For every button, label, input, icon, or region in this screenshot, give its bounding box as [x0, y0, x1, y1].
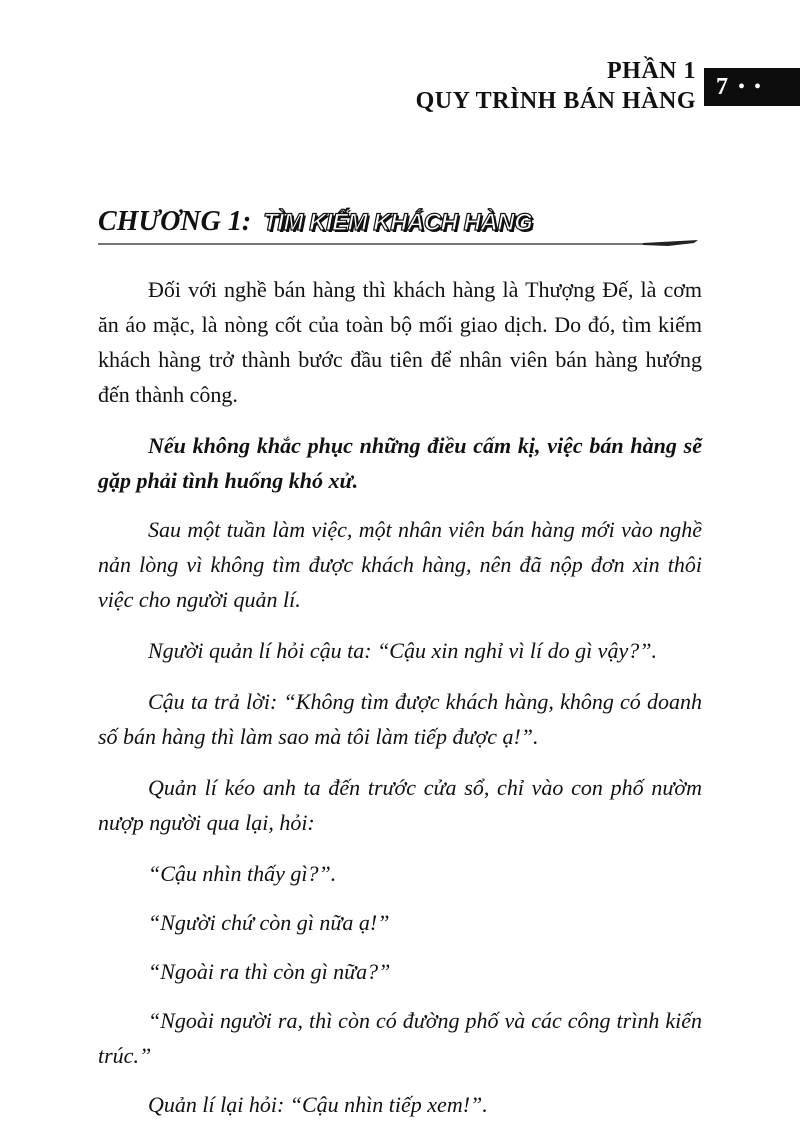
body-text [98, 272, 702, 1136]
paragraph: Người quản lí hỏi cậu ta: “Cậu xin nghỉ vì lí do gì vậy?”. [148, 638, 657, 663]
paragraph-emphasis: Nếu không khắc phục những điều cấm kị, việc bán hàng sẽ gặp phải tình huống khó xử. [98, 433, 702, 493]
paragraph: Quản lí kéo anh ta đến trước cửa sổ, chỉ vào con phố nườm nượp người qua lại, hỏi: [98, 775, 702, 835]
dialog-line: “Cậu nhìn thấy gì?”. [148, 861, 337, 886]
chapter-heading [98, 206, 532, 238]
page-dots: • • [738, 75, 764, 98]
dialog-line: “Ngoài ra thì còn gì nữa?” [148, 959, 391, 984]
page-number: 7 [716, 73, 728, 100]
paragraph: Sau một tuần làm việc, một nhân viên bán hàng mới vào nghề nản lòng vì không tìm được khách hàng, nên đã nộp đơn xin thôi việc cho người quản lí. [98, 517, 702, 612]
dialog-line: “Ngoài người ra, thì còn có đường phố và các công trình kiến trúc.” [98, 1008, 702, 1068]
dialog-line: Quản lí lại hỏi: “Cậu nhìn tiếp xem!”. [148, 1092, 488, 1117]
part-subtitle: QUY TRÌNH BÁN HÀNG [415, 88, 696, 114]
running-header [416, 56, 696, 116]
paragraph: Đối với nghề bán hàng thì khách hàng là Thượng Đế, là cơm ăn áo mặc, là nòng cốt của toàn bộ mối giao dịch. Do đó, tìm kiếm khách hàng trở thành bước đầu tiên để nhân viên bán hàng hướng đến thành công. [98, 277, 702, 407]
chapter-label: CHƯƠNG 1: [98, 206, 252, 237]
page-number-box [704, 68, 800, 106]
paragraph: Cậu ta trả lời: “Không tìm được khách hàng, không có doanh số bán hàng thì làm sao mà tôi làm tiếp được ạ!”. [98, 689, 702, 749]
part-label: PHẦN 1 [607, 58, 696, 84]
chapter-title: TÌM KIẾM KHÁCH HÀNG [263, 209, 533, 236]
dialog-line: “Người chứ còn gì nữa ạ!” [148, 910, 390, 935]
chapter-underline [98, 240, 698, 248]
